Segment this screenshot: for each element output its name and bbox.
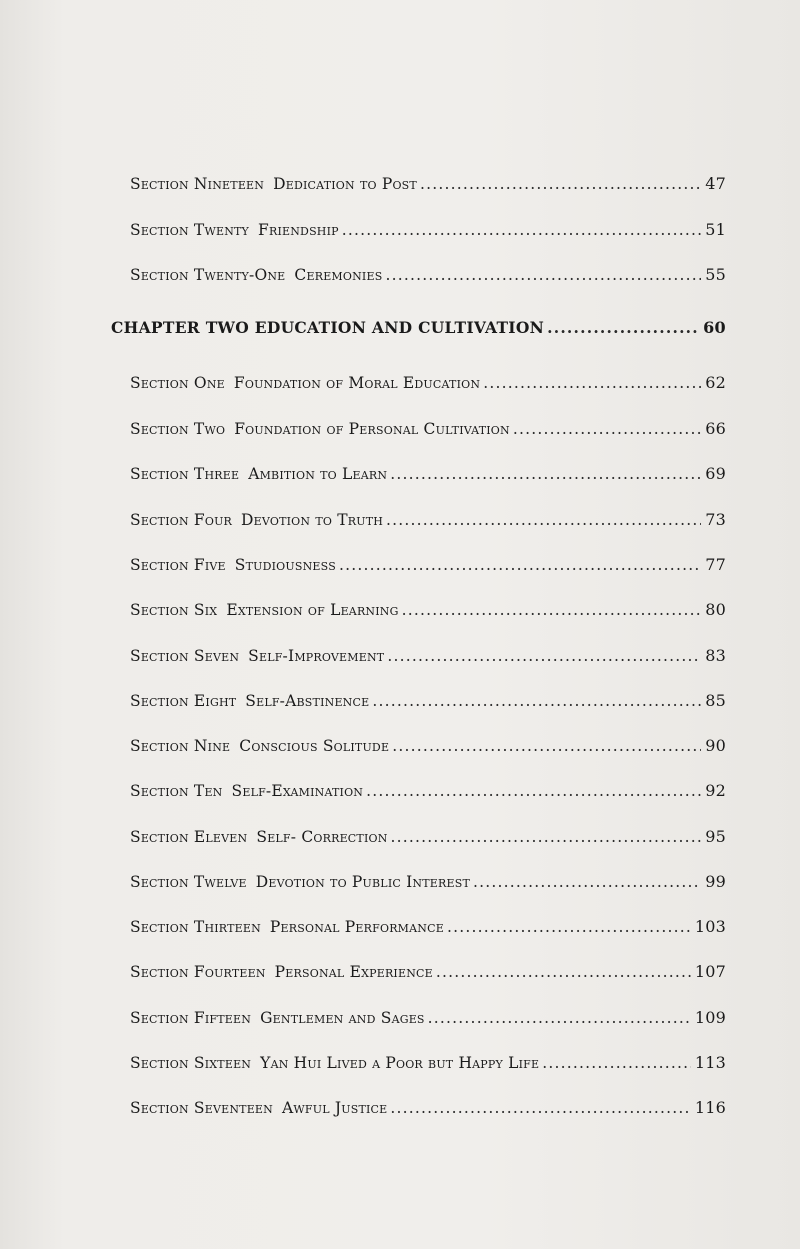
toc-entry-label bbox=[130, 465, 387, 483]
section-number: Section Fourteen bbox=[130, 963, 266, 981]
dot-leader bbox=[547, 318, 699, 337]
toc-entry bbox=[130, 917, 726, 936]
chapter-title: CHAPTER TWO EDUCATION AND CULTIVATION bbox=[111, 318, 545, 337]
dot-leader bbox=[513, 420, 701, 438]
toc-entry bbox=[130, 736, 726, 755]
section-number: Section Eight bbox=[130, 692, 237, 710]
section-title: Personal Experience bbox=[274, 963, 433, 981]
section-title: Studiousness bbox=[234, 556, 336, 574]
toc-entry-label bbox=[130, 873, 470, 891]
dot-leader bbox=[483, 374, 701, 392]
section-number: Section Four bbox=[130, 511, 233, 529]
page-number: 77 bbox=[705, 555, 726, 574]
toc-entry-label bbox=[130, 1054, 539, 1072]
toc-entry bbox=[130, 962, 726, 981]
section-number: Section Twenty bbox=[130, 221, 250, 239]
section-title: Self-Abstinence bbox=[245, 692, 370, 710]
page-number: 62 bbox=[705, 373, 726, 392]
dot-leader bbox=[372, 692, 701, 710]
section-number: Section Five bbox=[130, 556, 226, 574]
toc-entry-label bbox=[130, 266, 382, 284]
section-title: Devotion to Truth bbox=[241, 511, 384, 529]
toc-entry-label bbox=[130, 692, 369, 710]
page-number: 116 bbox=[694, 1098, 726, 1117]
section-number: Section Two bbox=[130, 420, 226, 438]
section-title: Devotion to Public Interest bbox=[255, 873, 471, 891]
dot-leader bbox=[402, 601, 702, 619]
page-number: 47 bbox=[705, 174, 726, 193]
section-title: Self-Examination bbox=[231, 782, 364, 800]
section-title: Gentlemen and Sages bbox=[260, 1009, 425, 1027]
section-title: Extension of Learning bbox=[226, 601, 399, 619]
toc-entry bbox=[130, 827, 726, 846]
toc-entry-label bbox=[130, 556, 336, 574]
dot-leader bbox=[428, 1009, 691, 1027]
toc-entry bbox=[130, 1008, 726, 1027]
section-number: Section Seven bbox=[130, 647, 240, 665]
page-number: 83 bbox=[705, 646, 726, 665]
dot-leader bbox=[391, 828, 702, 846]
toc-entry-label bbox=[130, 737, 389, 755]
section-number: Section Eleven bbox=[130, 828, 248, 846]
section-number: Section Three bbox=[130, 465, 240, 483]
page-number: 80 bbox=[705, 600, 726, 619]
toc-chapter-heading bbox=[111, 318, 726, 337]
toc-entry-label bbox=[130, 601, 399, 619]
dot-leader bbox=[390, 1099, 690, 1117]
toc-entry bbox=[130, 373, 726, 392]
section-title: Friendship bbox=[258, 221, 339, 239]
section-title: Dedication to Post bbox=[273, 175, 417, 193]
dot-leader bbox=[436, 963, 691, 981]
page-number: 95 bbox=[705, 827, 726, 846]
toc-entry-label bbox=[130, 1009, 425, 1027]
toc-entry-label bbox=[130, 221, 339, 239]
dot-leader bbox=[542, 1054, 691, 1072]
toc-entry-label bbox=[130, 1099, 387, 1117]
toc-entry bbox=[130, 464, 726, 483]
toc-entry bbox=[130, 265, 726, 284]
toc-entry-label bbox=[130, 511, 383, 529]
toc-entry-label bbox=[130, 963, 433, 981]
section-title: Ambition to Learn bbox=[248, 465, 388, 483]
page-number: 92 bbox=[705, 781, 726, 800]
dot-leader bbox=[420, 175, 701, 193]
toc-entry-label bbox=[130, 420, 510, 438]
dot-leader bbox=[473, 873, 701, 891]
section-title: Self- Correction bbox=[256, 828, 388, 846]
page-number: 109 bbox=[694, 1008, 726, 1027]
page-number: 103 bbox=[694, 917, 726, 936]
section-number: Section One bbox=[130, 374, 225, 392]
toc-entry-label bbox=[130, 782, 363, 800]
toc-entry bbox=[130, 691, 726, 710]
toc-entry bbox=[130, 600, 726, 619]
section-number: Section Nineteen bbox=[130, 175, 265, 193]
page-number: 113 bbox=[694, 1053, 726, 1072]
dot-leader bbox=[447, 918, 691, 936]
section-title: Ceremonies bbox=[294, 266, 383, 284]
toc-entry bbox=[130, 555, 726, 574]
page-number: 85 bbox=[705, 691, 726, 710]
dot-leader bbox=[390, 465, 701, 483]
page-number: 69 bbox=[705, 464, 726, 483]
toc-entry-label bbox=[130, 828, 388, 846]
section-number: Section Fifteen bbox=[130, 1009, 252, 1027]
toc-entry bbox=[130, 872, 726, 891]
section-number: Section Twenty-One bbox=[130, 266, 286, 284]
toc-entry bbox=[130, 646, 726, 665]
section-number: Section Seventeen bbox=[130, 1099, 273, 1117]
dot-leader bbox=[385, 266, 701, 284]
page-number: 51 bbox=[705, 220, 726, 239]
dot-leader bbox=[366, 782, 701, 800]
page-number: 60 bbox=[703, 318, 726, 337]
section-title: Conscious Solitude bbox=[239, 737, 390, 755]
toc-entry bbox=[130, 174, 726, 193]
toc-entry bbox=[130, 510, 726, 529]
section-number: Section Ten bbox=[130, 782, 223, 800]
toc-entry-label bbox=[130, 175, 417, 193]
toc-entry bbox=[130, 419, 726, 438]
page-number: 55 bbox=[705, 265, 726, 284]
section-title: Self-Improvement bbox=[248, 647, 385, 665]
section-number: Section Twelve bbox=[130, 873, 247, 891]
section-number: Section Nine bbox=[130, 737, 231, 755]
section-number: Section Six bbox=[130, 601, 218, 619]
dot-leader bbox=[386, 511, 701, 529]
toc-entry bbox=[130, 781, 726, 800]
toc-entry-label bbox=[130, 647, 384, 665]
section-title: Foundation of Personal Cultivation bbox=[234, 420, 510, 438]
section-number: Section Thirteen bbox=[130, 918, 261, 936]
page-number: 66 bbox=[705, 419, 726, 438]
dot-leader bbox=[339, 556, 701, 574]
dot-leader bbox=[342, 221, 701, 239]
section-title: Foundation of Moral Education bbox=[233, 374, 481, 392]
section-number: Section Sixteen bbox=[130, 1054, 252, 1072]
section-title: Personal Performance bbox=[269, 918, 444, 936]
page-number: 99 bbox=[705, 872, 726, 891]
toc-entry bbox=[130, 220, 726, 239]
page-number: 73 bbox=[705, 510, 726, 529]
toc-entry-label bbox=[130, 918, 444, 936]
dot-leader bbox=[387, 647, 701, 665]
page-number: 107 bbox=[694, 962, 726, 981]
page-number: 90 bbox=[705, 736, 726, 755]
section-title: Yan Hui Lived a Poor but Happy Life bbox=[260, 1054, 540, 1072]
toc-entry bbox=[130, 1053, 726, 1072]
section-title: Awful Justice bbox=[282, 1099, 388, 1117]
toc-entry bbox=[130, 1098, 726, 1117]
dot-leader bbox=[392, 737, 701, 755]
toc-entry-label bbox=[130, 374, 480, 392]
